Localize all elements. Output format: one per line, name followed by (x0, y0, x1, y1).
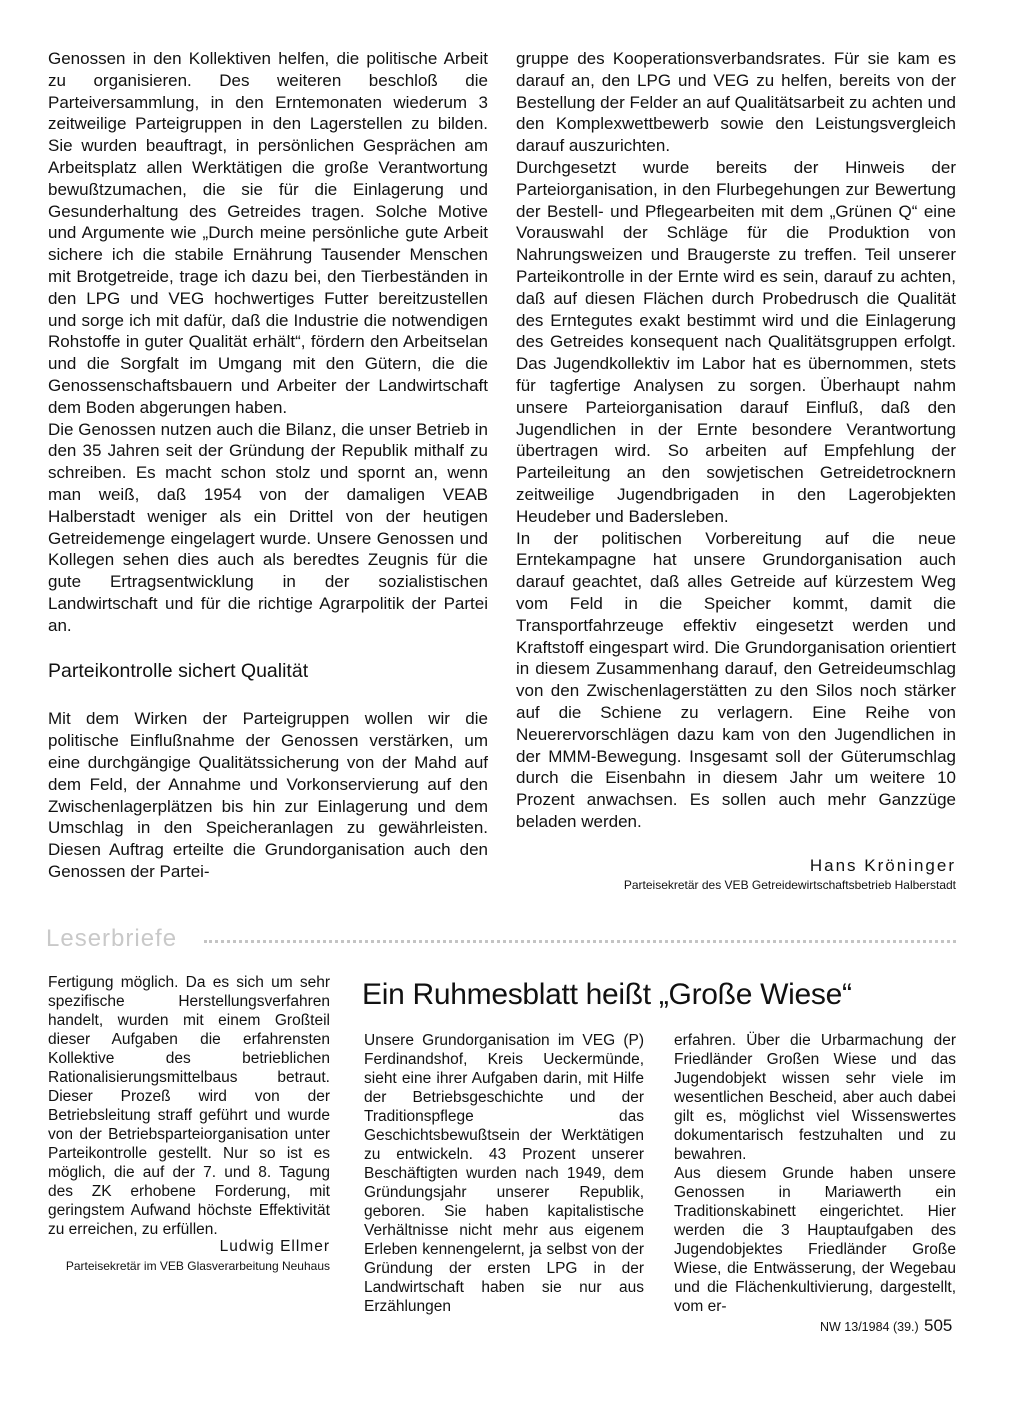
letter-column (674, 1031, 956, 1316)
page-number: 505 (924, 1316, 953, 1335)
letter-paragraph: erfahren. Über die Urbarmachung der Friedländer Großen Wiese und das Jugendobjekt wissen sehr viele im wesentlichen Bescheid, aber auch dabei gilt es, möglichst viel Wissenswertes dokumentarisch festzuhalten und zu bewahren. (674, 1032, 956, 1163)
article-paragraph: Genossen in den Kollektiven helfen, die politische Arbeit zu organisieren. Des weiteren beschloß die Parteiversammlung, in den Erntemonaten wiederum 3 zeitweilige Parteigruppen in den Lagerstellen zu bilden. Sie wurden beauftragt, in persönlichen Gesprächen am Arbeitsplatz allen Werktätigen die große Verantwortung bewußtzumachen, die sie für die Einlagerung und Gesunderhaltung des Getreides tragen. Solche Motive und Argumente wie „Durch meine persönliche gute Arbeit sichere ich die stabile Ernährung Tausender Menschen mit Brotgetreide, trage ich dazu bei, den Tierbeständen in den LPG und VEG hochwertiges Futter bereitzustellen und sorge ich mit dafür, daß die Industrie die notwendigen Rohstoffe in guter Qualität erhält“, fördern den Arbeitselan und die Sorgfalt im Umgang mit den Gütern, die die Genossenschaftsbauern und Arbeiter der Landwirtschaft dem Boden abgerungen haben. (48, 49, 488, 417)
author-role: Parteisekretär des VEB Getreidewirtschaftsbetrieb Halberstadt (623, 878, 956, 892)
letter-column (364, 1031, 644, 1316)
article-paragraph: Durchgesetzt wurde bereits der Hinweis der Parteiorganisation, in den Flurbegehungen zur Bewertung der Bestell- und Pflegearbeiten mit dem „Grünen Q“ eine Vorauswahl der Schläge für die Produktion von Nahrungsweizen und Braugerste zu treffen. Teil unserer Parteikontrolle in der Ernte wird es sein, darauf zu achten, daß auf diesen Flächen durch Probedrusch die Qualität des Erntegutes exakt bestimmt wird und die Einlagerung des Getreides konsequent nach Qualitätsgruppen erfolgt. Das Jugendkollektiv im Labor hat es übernommen, stets für tagfertige Analysen zu sorgen. Überhaupt nahm unsere Parteiorganisation darauf Einfluß, daß den Jugendlichen in der Ernte besondere Verantwortung übertragen wird. So arbeiten auf Empfehlung der Parteileitung an den sowjetischen Getreidetrocknern zeitweilige Jugendbrigaden in den Lagerobjekten Heudeber und Badersleben. (516, 157, 956, 526)
letter-paragraph: Unsere Grundorganisation im VEG (P) Ferdinandshof, Kreis Ueckermünde, sieht eine ihrer Aufgaben darin, mit Hilfe der Betriebsgeschichte und der Traditionspflege das Geschichtsbewußtsein der Werktätigen zu entwickeln. 43 Prozent unserer Beschäftigten wurden nach 1949, dem Gründungsjahr unserer Republik, geboren. Sie haben kapitalistische Verhältnisse nicht mehr aus eigenem Erleben kennengelernt, ja selbst von der Gründung der ersten LPG in der Landwirtschaft haben sie nur aus Erzählungen (364, 1032, 644, 1315)
letter-headline: Ein Ruhmesblatt heißt „Große Wiese“ (362, 978, 852, 1011)
article-paragraph: gruppe des Kooperationsverbandsrates. Für sie kam es darauf an, den LPG und VEG zu helfen, bereits von der Bestellung der Felder an auf Qualitätsarbeit zu achten und den Komplexwettbewerb sowie den Leistungsvergleich darauf auszurichten. (516, 49, 956, 156)
letter-column (48, 973, 330, 1239)
article-left-column (48, 48, 488, 883)
section-subheading: Parteikontrolle sichert Qualität (48, 659, 309, 682)
article-right-column (516, 48, 956, 833)
article-paragraph: Mit dem Wirken der Parteigruppen wollen wir die politische Einflußnahme der Genossen verstärken, um eine durchgängige Qualitätssicherung von der Mahd auf dem Feld, der Annahme und Vorkonservierung auf den Zwischenlagerplätzen bis hin zur Einlagerung und dem Umschlag in den Speicheranlagen zu gewährleisten. Diesen Auftrag erteilte die Grundorganisation auch den Genossen der Partei- (48, 709, 488, 881)
letter-author-name: Ludwig Ellmer (219, 1238, 330, 1255)
section-divider (204, 940, 956, 943)
letter-paragraph: Fertigung möglich. Da es sich um sehr spezifische Herstellungsverfahren handelt, wurden mit einem Großteil dieser Aufgaben die erfahrensten Kollektive des betrieblichen Rationalisierungsmittelbaus betraut. Dieser Prozeß wird von der Betriebsleitung straff geführt und wurde von der Betriebsparteiorganisation unter Parteikontrolle gestellt. Nur so ist es möglich, die auf der 7. und 8. Tagung des ZK erhobene Forderung, mit geringstem Aufwand höchste Effektivität zu erreichen, zu erfüllen. (48, 974, 330, 1238)
letter-paragraph: Aus diesem Grunde haben unsere Genossen in Mariawerth ein Traditionskabinett eingerichtet. Hier werden die 3 Hauptaufgaben des Jugendobjektes Friedländer Große Wiese, die Entwässerung, der Wegebau und die Flächenkultivierung, dargestellt, vom er- (674, 1165, 956, 1315)
section-label-leserbriefe: Leserbriefe (46, 925, 178, 952)
letter-author-role: Parteisekretär im VEB Glasverarbeitung Neuhaus (65, 1259, 330, 1273)
article-paragraph: Die Genossen nutzen auch die Bilanz, die unser Betrieb in den 35 Jahren seit der Gründung der Republik mithalf zu schreiben. Es macht schon stolz und spornt an, wenn man weiß, daß 1954 von der damaligen VEAB Halberstadt weniger als ein Drittel von der heutigen Getreidemenge eingelagert wurde. Unsere Genossen und Kollegen sehen dies auch als beredtes Zeugnis für die gute Ertragsentwicklung in der sozialistischen Landwirtschaft und für die richtige Agrarpolitik der Partei an. (48, 419, 488, 635)
author-name: Hans Kröninger (809, 856, 956, 875)
issue-number: NW 13/1984 (39.) (820, 1320, 919, 1334)
article-paragraph: In der politischen Vorbereitung auf die neue Erntekampagne hat unsere Grundorganisation auch darauf geachtet, daß alles Getreide auf kürzestem Weg vom Feld in die Speicher kommt, damit die Transportfahrzeuge effektiv eingesetzt werden und Kraftstoff eingespart wird. Die Grundorganisation orientiert in diesem Zusammenhang darauf, den Getreideumschlag von den Zwischenlagerstätten zu den Silos noch stärker auf die Schiene zu verlagern. Eine Reihe von Neuerervorschlägen dazu kam von den Jugendlichen in der MMM-Bewegung. Insgesamt soll der Güterumschlag durch die Eisenbahn in diesem Jahr um weitere 10 Prozent anwachsen. Es sollen auch mehr Ganzzüge beladen werden. (516, 528, 956, 831)
